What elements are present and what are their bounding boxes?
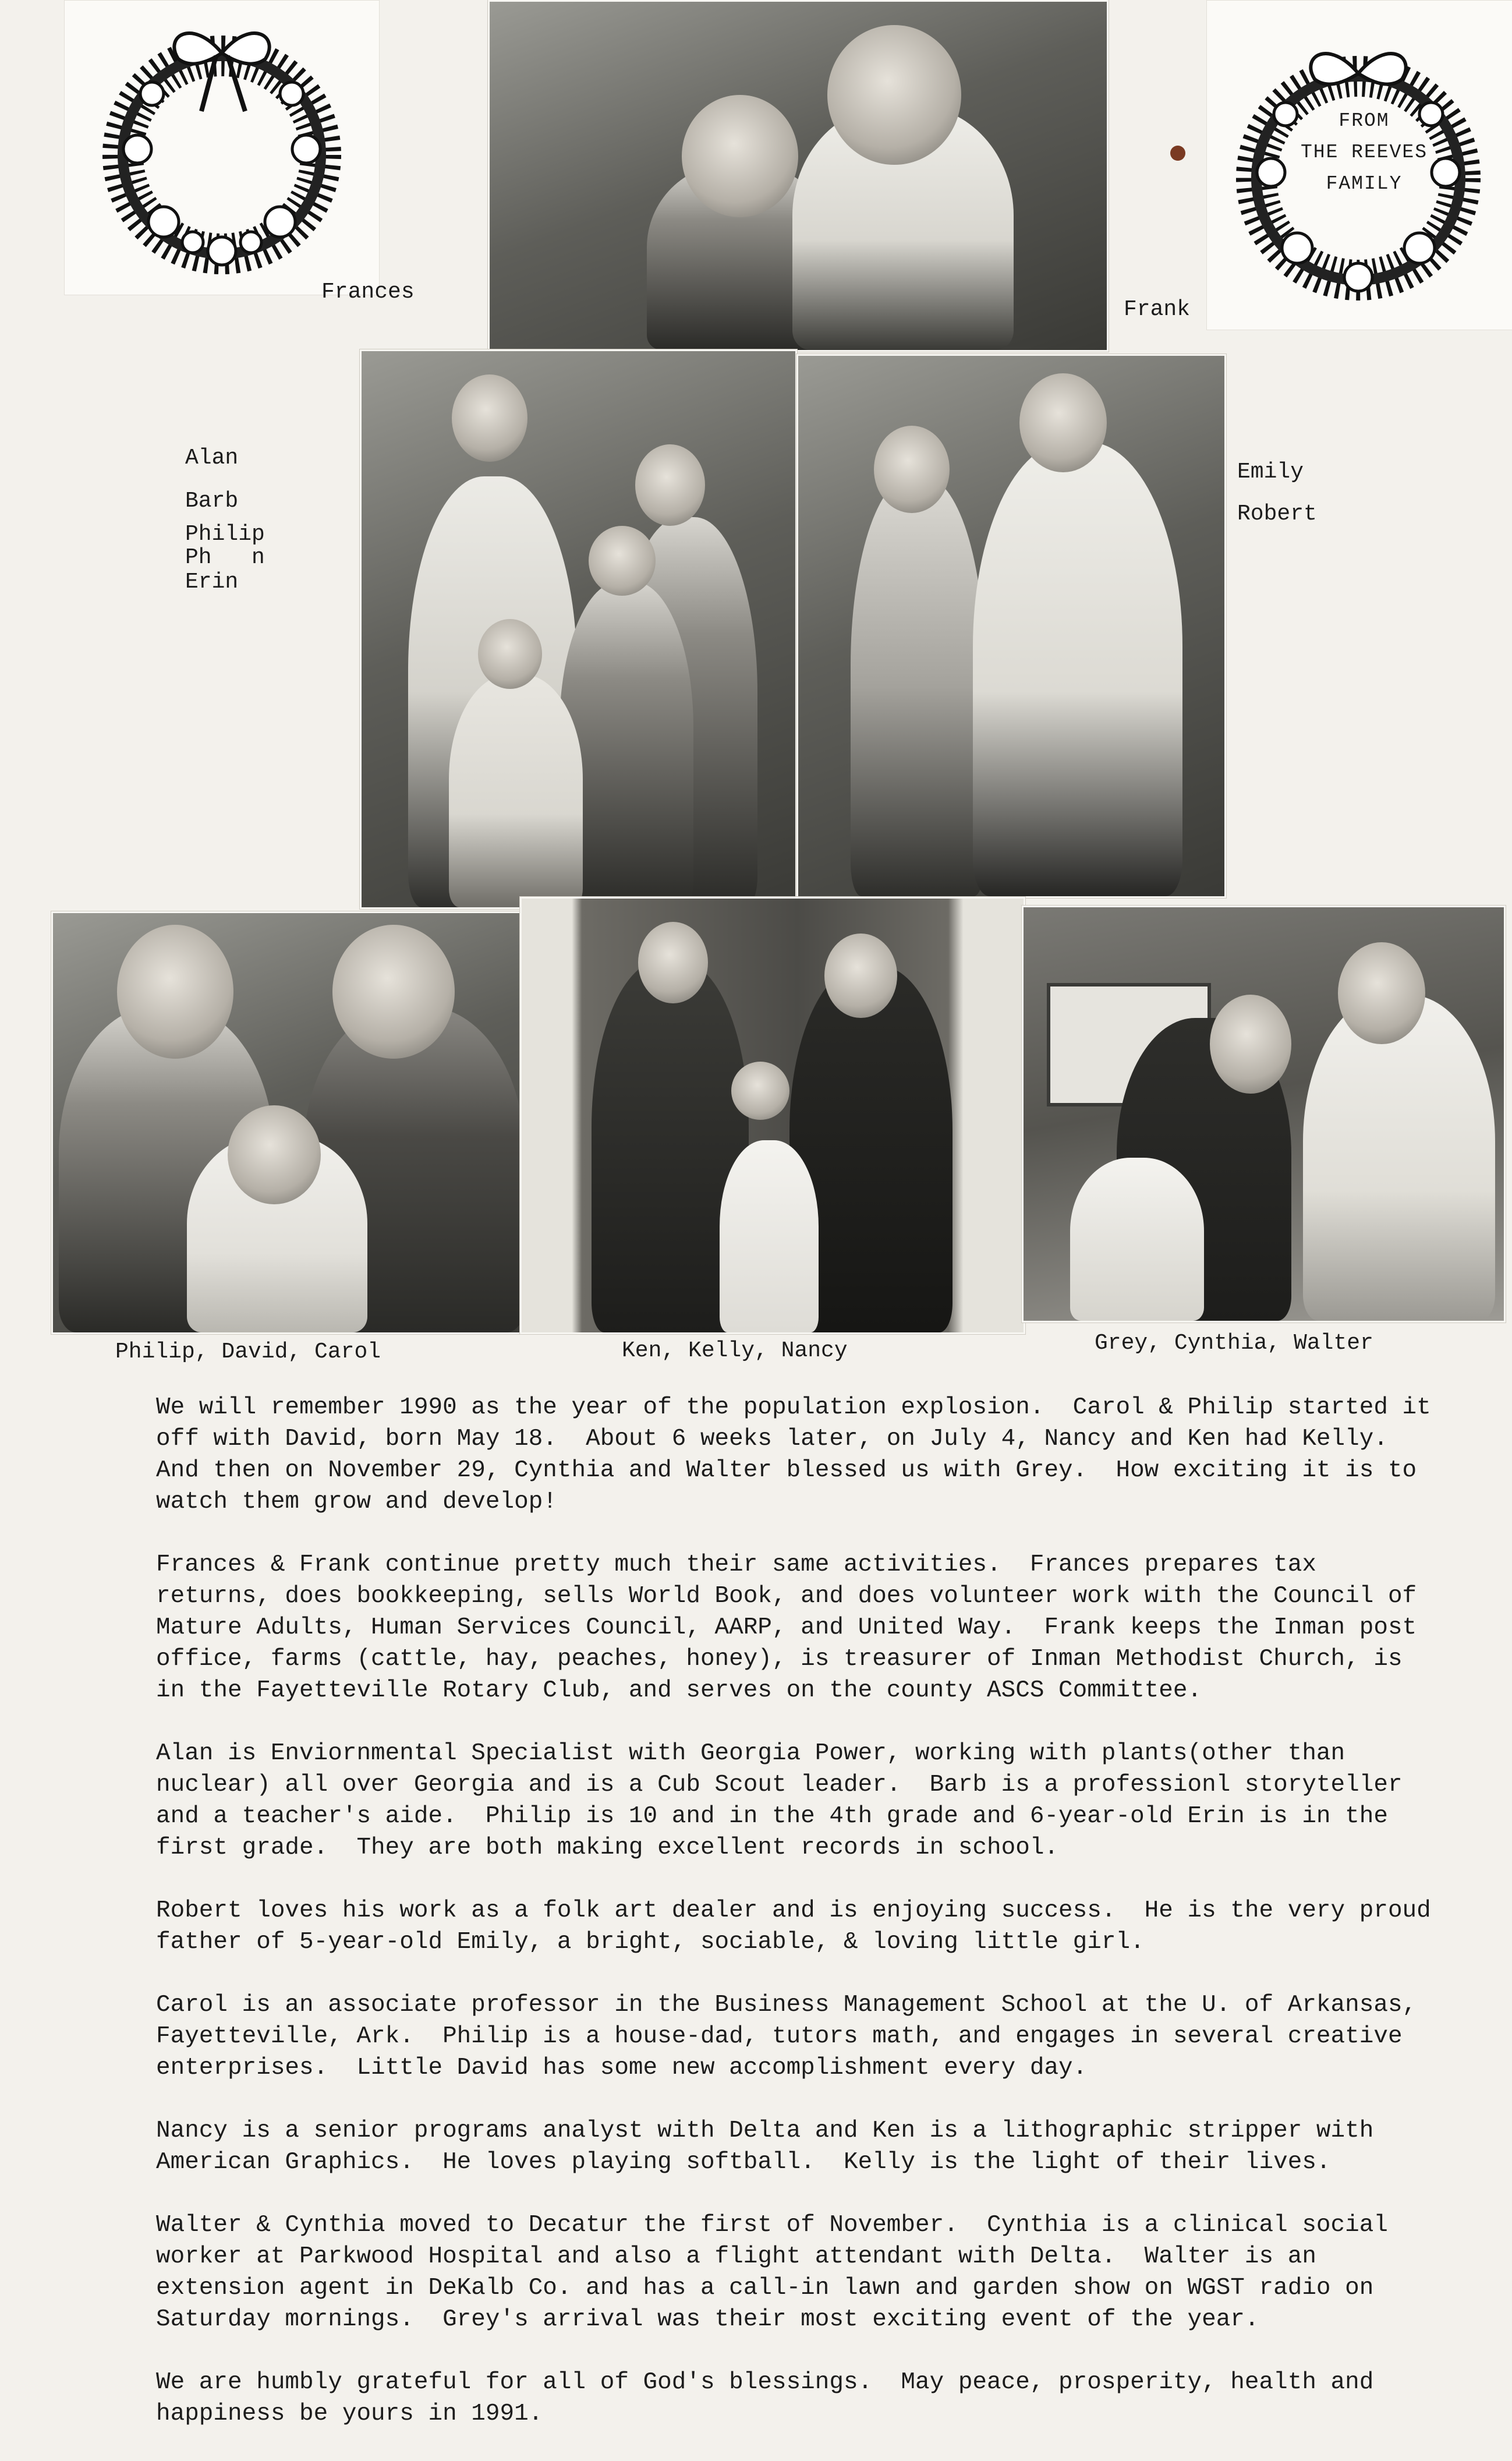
- wreath-line-2: THE REEVES: [1300, 142, 1428, 163]
- caption-frank: Frank: [1124, 297, 1191, 322]
- wreath-text: [1271, 105, 1457, 200]
- wreath-line-3: FAMILY: [1326, 173, 1403, 195]
- wreath-icon: [76, 1, 367, 292]
- letter-paragraph-8: We are humbly grateful for all of God's blessings. May peace, prosperity, health and happiness be yours in 1991.: [156, 2369, 1388, 2427]
- left-wreath-card: [64, 0, 380, 295]
- photo-frances-frank: [488, 0, 1109, 352]
- photo-alan-family: [360, 349, 797, 909]
- name-philip-overstrike: Ph n: [185, 545, 265, 570]
- photo-grey-cynthia-walter: [1022, 906, 1506, 1323]
- letter-paragraph-5: Carol is an associate professor in the Business Management School at the U. of Arkansas, Fayetteville, Ark. Philip is a house-dad, tutors math, and engages in several creative enterprises. Little David has some new accomplishment every day.: [156, 1992, 1431, 2081]
- right-wreath-card: [1206, 0, 1512, 330]
- letter-paragraph-4: Robert loves his work as a folk art dealer and is enjoying success. He is the very proud father of 5-year-old Emily, a bright, sociable, & loving little girl.: [156, 1897, 1446, 1956]
- wreath-line-1: FROM: [1339, 110, 1390, 132]
- names-left: [185, 437, 265, 595]
- name-alan: Alan: [185, 445, 239, 471]
- photo-emily-robert: [796, 354, 1226, 898]
- name-erin: Erin: [185, 570, 239, 595]
- name-philip: Philip: [185, 522, 265, 547]
- letter-paragraph-3: Alan is Enviornmental Specialist with Georgia Power, working with plants(other than nuclear) all over Georgia and is a Cub Scout leader. Barb is a professionl storyteller and a teacher's aide. Philip is 10 and in the 4th grade and 6-year-old Erin is in the first grade. They are both making excellent records in school.: [156, 1740, 1417, 1861]
- caption-grey-cynthia-walter: Grey, Cynthia, Walter: [1095, 1331, 1373, 1356]
- names-right: [1237, 451, 1317, 535]
- caption-frances: Frances: [321, 280, 415, 305]
- letter-paragraph-1: We will remember 1990 as the year of the population explosion. Carol & Philip started it off with David, born May 18. About 6 weeks later, on July 4, Nancy and Ken had Kelly. And then on November 29, Cynthia and Walter blessed us with Grey. How exciting it is to watch them grow and develop!: [156, 1394, 1446, 1515]
- photo-ken-kelly-nancy: [520, 897, 1025, 1334]
- photo-philip-david-carol: [51, 911, 523, 1334]
- ink-spot: [1170, 146, 1185, 161]
- letter-paragraph-6: Nancy is a senior programs analyst with Delta and Ken is a lithographic stripper with American Graphics. He loves playing softball. Kelly is the light of their lives.: [156, 2117, 1388, 2176]
- name-robert: Robert: [1237, 501, 1317, 526]
- letter-body: [156, 1392, 1446, 2461]
- name-barb: Barb: [185, 489, 239, 514]
- letter-paragraph-7: Walter & Cynthia moved to Decatur the first of November. Cynthia is a clinical social worker at Parkwood Hospital and also a flight attendant with Delta. Walter is an extension agent in DeKalb Co. and has a call-in lawn and garden show on WGST radio on Saturday mornings. Grey's arrival was their most exciting event of the year.: [156, 2212, 1403, 2333]
- letter-paragraph-2: Frances & Frank continue pretty much their same activities. Frances prepares tax returns, does bookkeeping, sells World Book, and does volunteer work with the Council of Mature Adults, Human Services Council, AARP, and United Way. Frank keeps the Inman post office, farms (cattle, hay, peaches, honey), is treasurer of Inman Methodist Church, is in the Fayetteville Rotary Club, and serves on the county ASCS Committee.: [156, 1551, 1431, 1704]
- caption-philip-david-carol: Philip, David, Carol: [115, 1339, 381, 1364]
- name-emily: Emily: [1237, 459, 1304, 485]
- caption-ken-kelly-nancy: Ken, Kelly, Nancy: [622, 1338, 848, 1363]
